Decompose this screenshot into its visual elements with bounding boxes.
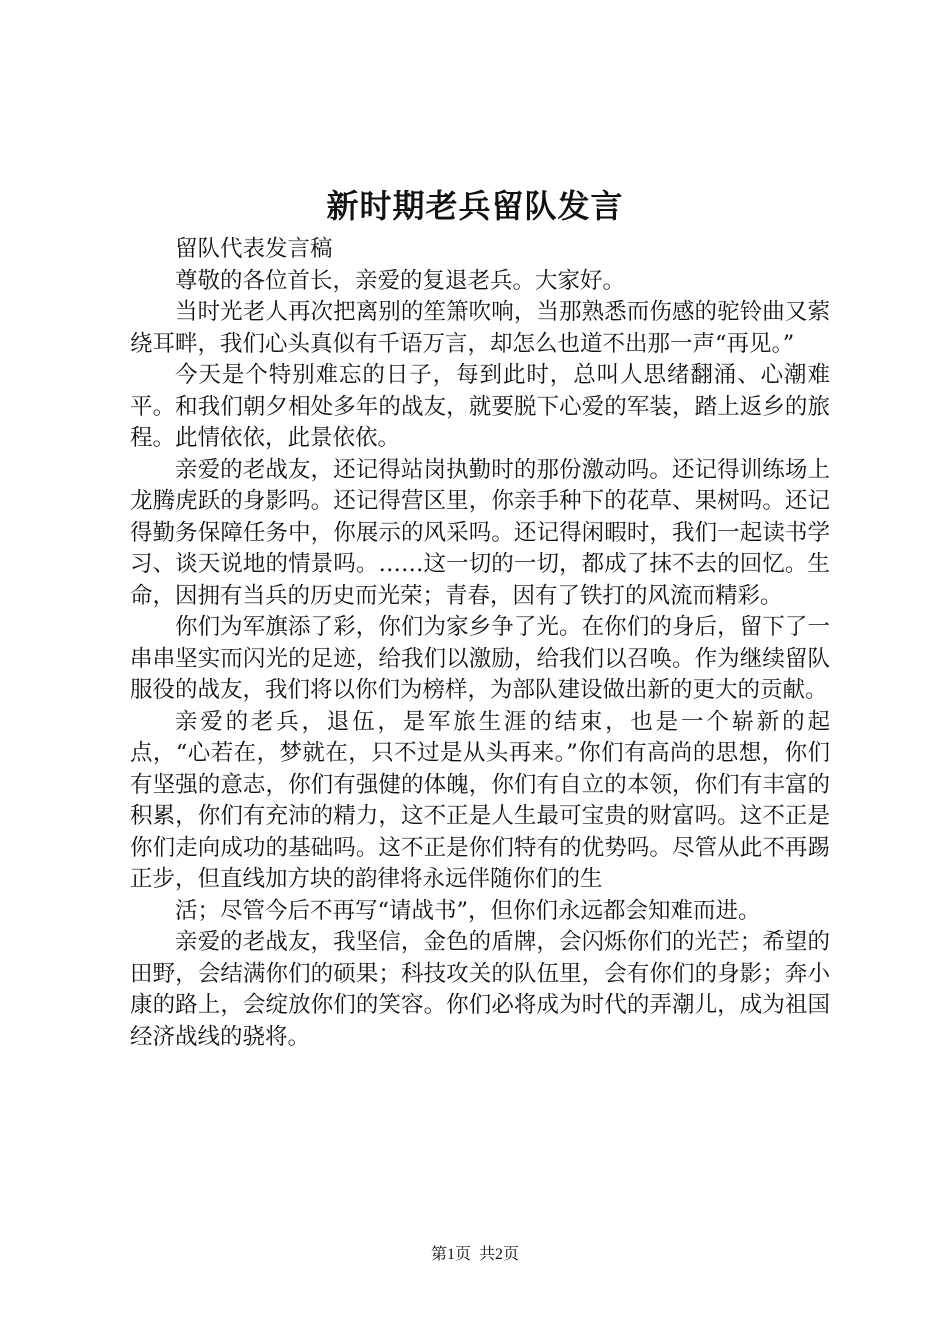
paragraph: 亲爱的老战友，我坚信，金色的盾牌，会闪烁你们的光芒；希望的田野，会结满你们的硕果；科技攻关的队伍里，会有你们的身影；奔小康的路上，会绽放你们的笑容。你们必将成为时代的弄潮儿，成为祖国经济战线的骁将。	[130, 929, 830, 1050]
document-title: 新时期老兵留队发言	[326, 187, 624, 225]
page-total: 共2页	[479, 1246, 520, 1263]
paragraph: 留队代表发言稿	[175, 236, 333, 262]
paragraph: 活；尽管今后不再写“请战书”，但你们永远都会知难而进。	[175, 897, 761, 924]
paragraph: 亲爱的老战友，还记得站岗执勤时的那份激动吗。还记得训练场上龙腾虎跃的身影吗。还记得营区里，你亲手种下的花草、果树吗。还记得勤务保障任务中，你展示的风采吗。还记得闲暇时，我们一起读书学习、谈天说地的情景吗。……这一切的一切，都成了抹不去的回忆。生命，因拥有当兵的历史而光荣；青春，因有了铁打的风流而精彩。	[130, 456, 830, 609]
paragraph: 尊敬的各位首长，亲爱的复退老兵。大家好。	[175, 267, 626, 294]
paragraph: 今天是个特别难忘的日子，每到此时，总叫人思绪翻涌、心潮难平。和我们朝夕相处多年的战友，就要脱下心爱的军装，踏上返乡的旅程。此情依依，此景依依。	[130, 362, 830, 451]
document-body	[130, 234, 830, 1053]
paragraph: 当时光老人再次把离别的笙箫吹响，当那熟悉而伤感的驼铃曲又萦绕耳畔，我们心头真似有千语万言，却怎么也道不出那一声“再见。”	[130, 299, 830, 357]
paragraph: 你们为军旗添了彩，你们为家乡争了光。在你们的身后，留下了一串串坚实而闪光的足迹，给我们以激励，给我们以召唤。作为继续留队服役的战友，我们将以你们为榜样，为部队建设做出新的更大的贡献。	[130, 614, 830, 703]
page-number: 第1页	[430, 1246, 471, 1263]
page-footer	[0, 1243, 950, 1267]
paragraph: 亲爱的老兵，退伍，是军旅生涯的结束，也是一个崭新的起点，“心若在，梦就在，只不过是从头再来。”你们有高尚的思想，你们有坚强的意志，你们有强健的体魄，你们有自立的本领，你们有丰富的积累，你们有充沛的精力，这不正是人生最可宝贵的财富吗。这不正是你们走向成功的基础吗。这不正是你们特有的优势吗。尽管从此不再踢正步，但直线加方块的韵律将永远伴随你们的生	[130, 708, 830, 892]
